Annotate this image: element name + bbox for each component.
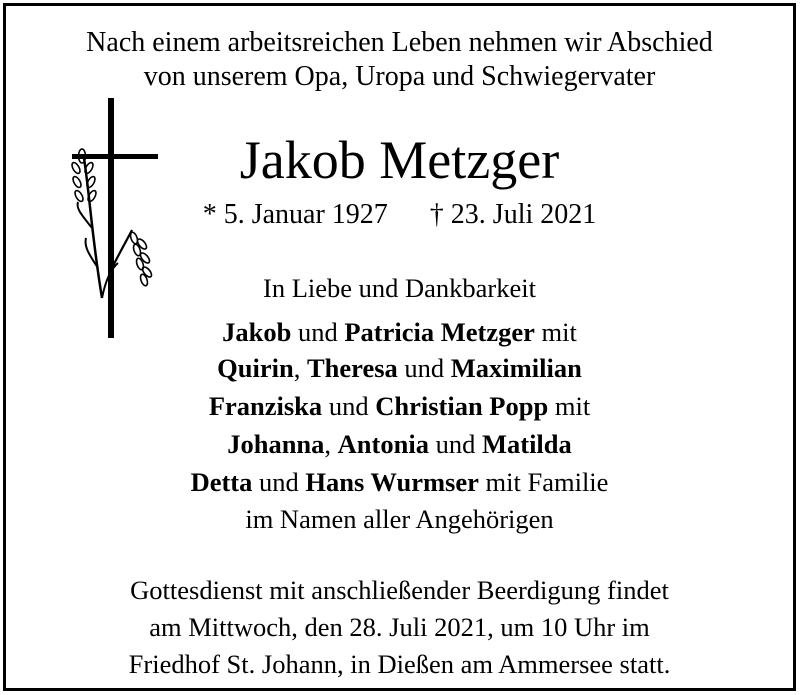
service-line-1: Gottesdienst mit anschließender Beerdigung findet [130,575,669,605]
connector-text: und [322,391,376,421]
mourner-name: Antonia [337,429,429,459]
service-line-3: Friedhof St. Johann, in Dießen am Ammersee statt. [128,649,671,679]
mourner-name: Patricia Metzger [344,317,535,347]
mourner-name: Franziska [208,391,323,421]
mourner-name: Detta [190,467,253,497]
mourner-name: Hans Wurmser [305,467,479,497]
death-date: † 23. Juli 2021 [429,199,597,230]
connector-text: mit [548,391,591,421]
mourner-line [6,428,793,460]
connector-text: und [291,317,345,347]
connector-text: und [428,429,482,459]
mourner-name: Quirin [217,353,294,383]
mourner-name: Christian Popp [375,391,549,421]
birth-date: * 5. Januar 1927 [202,199,388,230]
connector-text: , [324,429,338,459]
connector-text: und [252,467,306,497]
mourner-name: Jakob [222,317,292,347]
dedication: In Liebe und Dankbarkeit [263,273,536,303]
mourner-line [6,352,793,384]
connector-text: und [397,353,451,383]
intro-line-2: von unserem Opa, Uropa und Schwiegervater [143,61,656,92]
mourner-line [6,390,793,422]
life-dates [6,198,793,232]
connector-text: mit [534,317,577,347]
obituary-notice [3,3,796,691]
connector-text: , [293,353,307,383]
mourner-name: Theresa [307,353,398,383]
intro-line-1: Nach einem arbeitsreichen Leben nehmen wir Abschied [86,27,713,58]
service-line-2: am Mittwoch, den 28. Juli 2021, um 10 Uhr im [149,612,650,642]
mourner-line [6,316,793,348]
relatives-line: im Namen aller Angehörigen [245,504,554,534]
mourner-name: Matilda [481,429,572,459]
mourner-line [6,466,793,498]
connector-text: mit Familie [478,467,609,497]
mourner-name: Maximilian [450,353,582,383]
mourner-name: Johanna [227,429,325,459]
deceased-name: Jakob Metzger [239,130,560,190]
